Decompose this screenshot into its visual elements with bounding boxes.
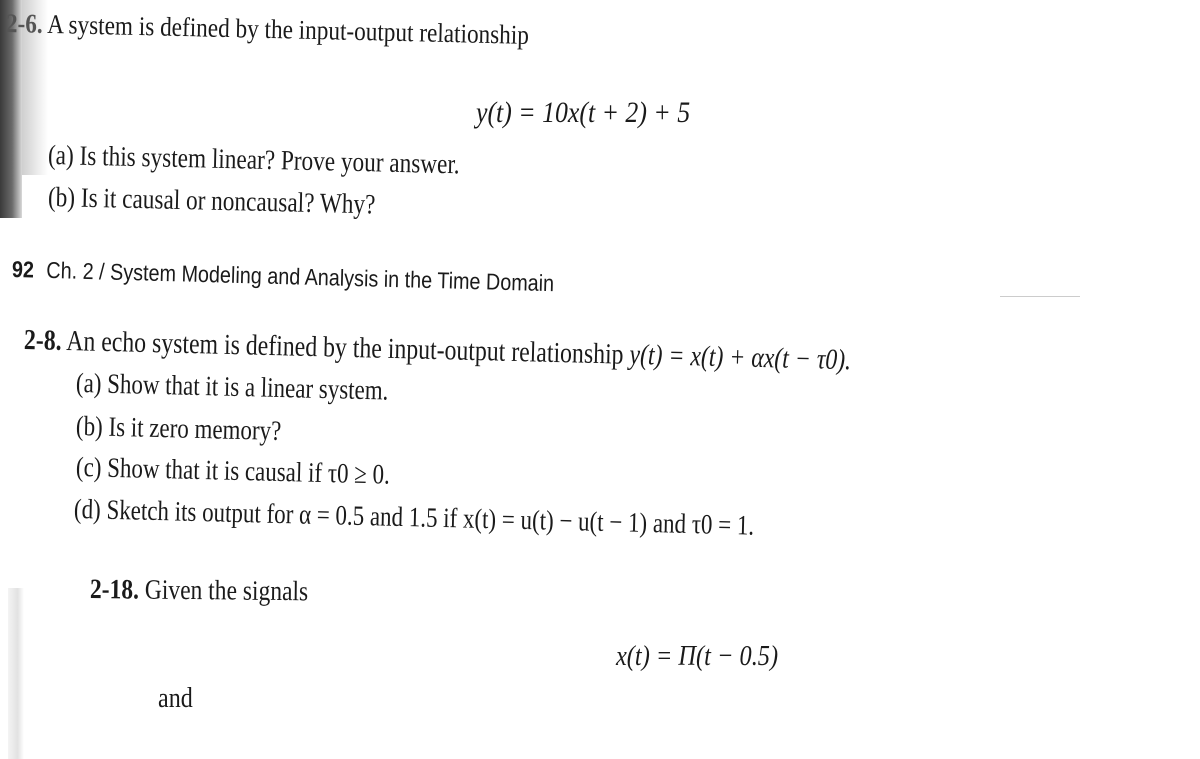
problem-2-8-equation: y(t) = x(t) + αx(t − τ0). bbox=[629, 338, 852, 377]
page-header bbox=[12, 256, 555, 297]
part-b-text: Is it causal or noncausal? Why? bbox=[80, 182, 376, 221]
problem-2-8-part-b bbox=[76, 411, 282, 448]
problem-2-6-statement: A system is defined by the input-output relationship bbox=[46, 8, 530, 50]
part-b-label: (b) bbox=[75, 411, 104, 443]
problem-2-18-connector: and bbox=[158, 683, 193, 714]
chapter-title: Ch. 2 / System Modeling and Analysis in the Time Domain bbox=[46, 256, 555, 297]
part-d-text: Sketch its output for α = 0.5 and 1.5 if x(t) = u(t) − u(t − 1) and τ0 = 1. bbox=[106, 494, 755, 542]
part-c-label: (c) bbox=[75, 452, 102, 484]
problem-2-8-part-d bbox=[74, 494, 755, 543]
problem-2-18-statement: Given the signals bbox=[144, 574, 309, 608]
part-a-text: Is this system linear? Prove your answer. bbox=[79, 140, 461, 181]
problem-2-6-part-a bbox=[48, 140, 460, 181]
part-d-label: (d) bbox=[73, 494, 102, 526]
header-rule bbox=[1000, 296, 1080, 297]
problem-2-8-part-c bbox=[76, 452, 391, 492]
page-number: 92 bbox=[11, 256, 35, 283]
part-a-text: Show that it is a linear system. bbox=[106, 368, 389, 407]
part-b-text: Is it zero memory? bbox=[108, 411, 282, 448]
problem-2-8-part-a bbox=[76, 368, 389, 408]
problem-2-6-number: 2-6. bbox=[5, 8, 44, 39]
part-a-label: (a) bbox=[47, 140, 75, 172]
problem-2-18-statement-line bbox=[90, 574, 309, 608]
problem-2-6-part-b bbox=[48, 182, 376, 221]
problem-2-8-number: 2-8. bbox=[23, 324, 63, 357]
problem-2-18-number: 2-18. bbox=[89, 574, 140, 606]
problem-2-18-equation: x(t) = Π(t − 0.5) bbox=[616, 640, 779, 672]
problem-2-6-statement-line bbox=[6, 8, 530, 51]
problem-2-6-equation: y(t) = 10x(t + 2) + 5 bbox=[476, 96, 691, 129]
part-a-label: (a) bbox=[75, 368, 102, 400]
problem-2-8-statement: An echo system is defined by the input-output relationship bbox=[65, 325, 624, 371]
part-b-label: (b) bbox=[47, 182, 76, 214]
binding-shadow-bottom bbox=[8, 588, 24, 759]
part-c-text: Show that it is causal if τ0 ≥ 0. bbox=[106, 452, 391, 491]
